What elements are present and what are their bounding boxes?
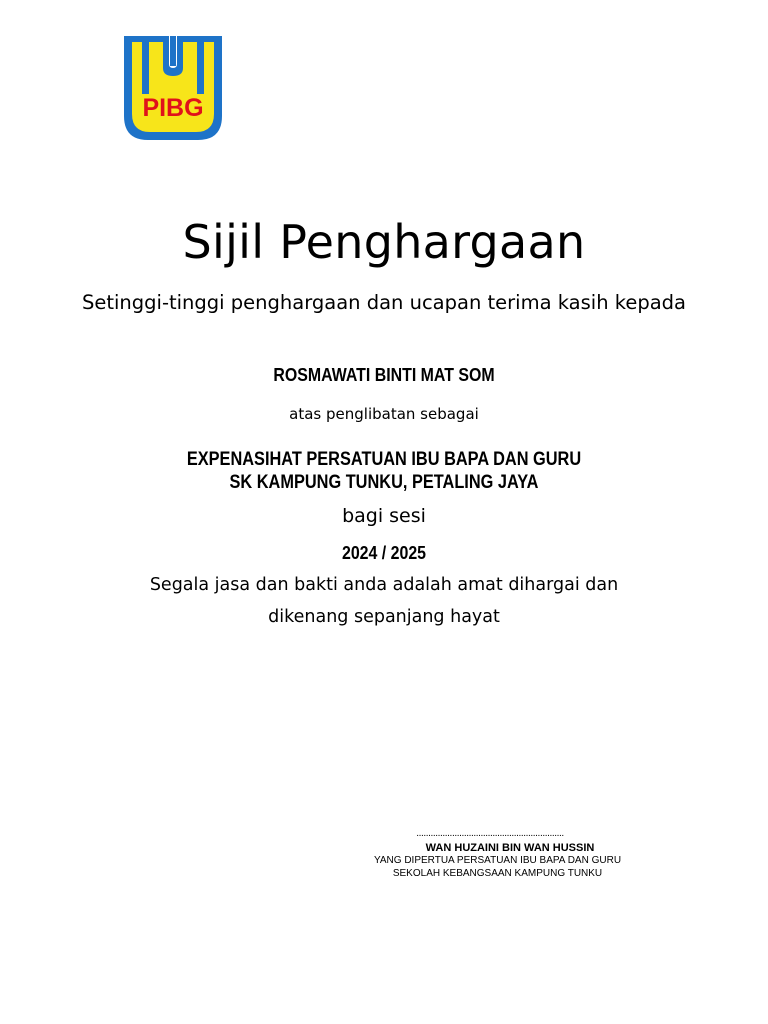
session-label: bagi sesi <box>342 505 426 527</box>
signature-block <box>340 829 650 880</box>
pibg-logo-emblem-icon <box>122 34 224 144</box>
closing-line-2: dikenang sepanjang hayat <box>268 607 500 627</box>
signatory-title-line-1: YANG DIPERTUA PERSATUAN IBU BAPA DAN GURU <box>373 855 622 866</box>
role-line-1: EXPENASIHAT PERSATUAN IBU BAPA DAN GURU <box>186 449 582 470</box>
closing-line-1: Segala jasa dan bakti anda adalah amat dihargai dan <box>149 575 619 595</box>
certificate-title: Sijil Penghargaan <box>182 215 586 269</box>
signature-line: .............................................................. <box>416 828 564 839</box>
recipient-name: ROSMAWATI BINTI MAT SOM <box>273 364 495 385</box>
intro-text: Setinggi-tinggi penghargaan dan ucapan terima kasih kepada <box>81 291 687 314</box>
involvement-text: atas penglibatan sebagai <box>289 405 479 423</box>
pibg-logo <box>122 34 224 144</box>
signatory-title-line-2: SEKOLAH KEBANGSAAN KAMPUNG TUNKU <box>392 867 603 879</box>
session-year: 2024 / 2025 <box>341 542 427 563</box>
role-line-2: SK KAMPUNG TUNKU, PETALING JAYA <box>229 472 539 493</box>
pibg-logo-text: PIBG <box>142 94 204 122</box>
signatory-name: WAN HUZAINI BIN WAN HUSSIN <box>425 842 595 854</box>
